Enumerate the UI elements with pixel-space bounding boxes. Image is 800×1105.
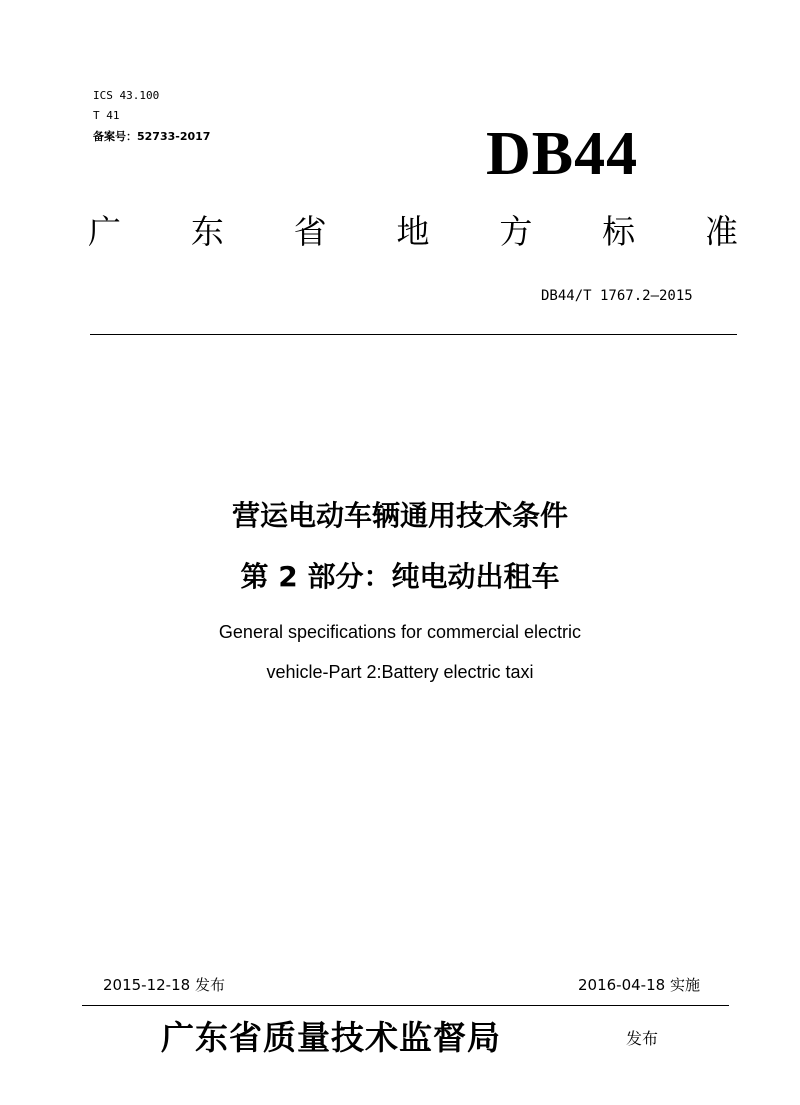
issue-date: 2015-12-18 发布 xyxy=(103,976,225,994)
implementation-date: 2016-04-18 实施 xyxy=(578,976,700,994)
standard-type-char: 广 xyxy=(88,212,121,251)
standard-type-char: 省 xyxy=(293,212,327,251)
bottom-divider xyxy=(82,1005,729,1006)
ics-code: ICS 43.100 xyxy=(93,89,160,102)
standard-type-heading xyxy=(88,208,738,256)
top-divider xyxy=(90,334,737,335)
standard-type-char: 地 xyxy=(396,212,430,251)
standard-type-char: 准 xyxy=(704,212,738,251)
title-cn-line-1: 营运电动车辆通用技术条件 xyxy=(231,499,568,532)
title-en-line-1: General specifications for commercial electric xyxy=(218,622,582,642)
title-cn-line-2: 第 2 部分：纯电动出租车 xyxy=(240,560,560,593)
record-number: 备案号：52733-2017 xyxy=(93,130,211,143)
standard-type-char: 东 xyxy=(190,212,224,251)
issuer-name: 广东省质量技术监督局 xyxy=(161,1018,501,1057)
db-code-heading: DB44 xyxy=(486,120,639,188)
title-en-line-2: vehicle-Part 2:Battery electric taxi xyxy=(266,662,534,682)
issuer-suffix: 发布 xyxy=(626,1029,659,1048)
standard-type-char: 方 xyxy=(499,212,533,251)
standard-number: DB44/T 1767.2—2015 xyxy=(541,288,693,304)
classification-code: T 41 xyxy=(93,109,120,122)
standard-type-char: 标 xyxy=(602,212,636,251)
